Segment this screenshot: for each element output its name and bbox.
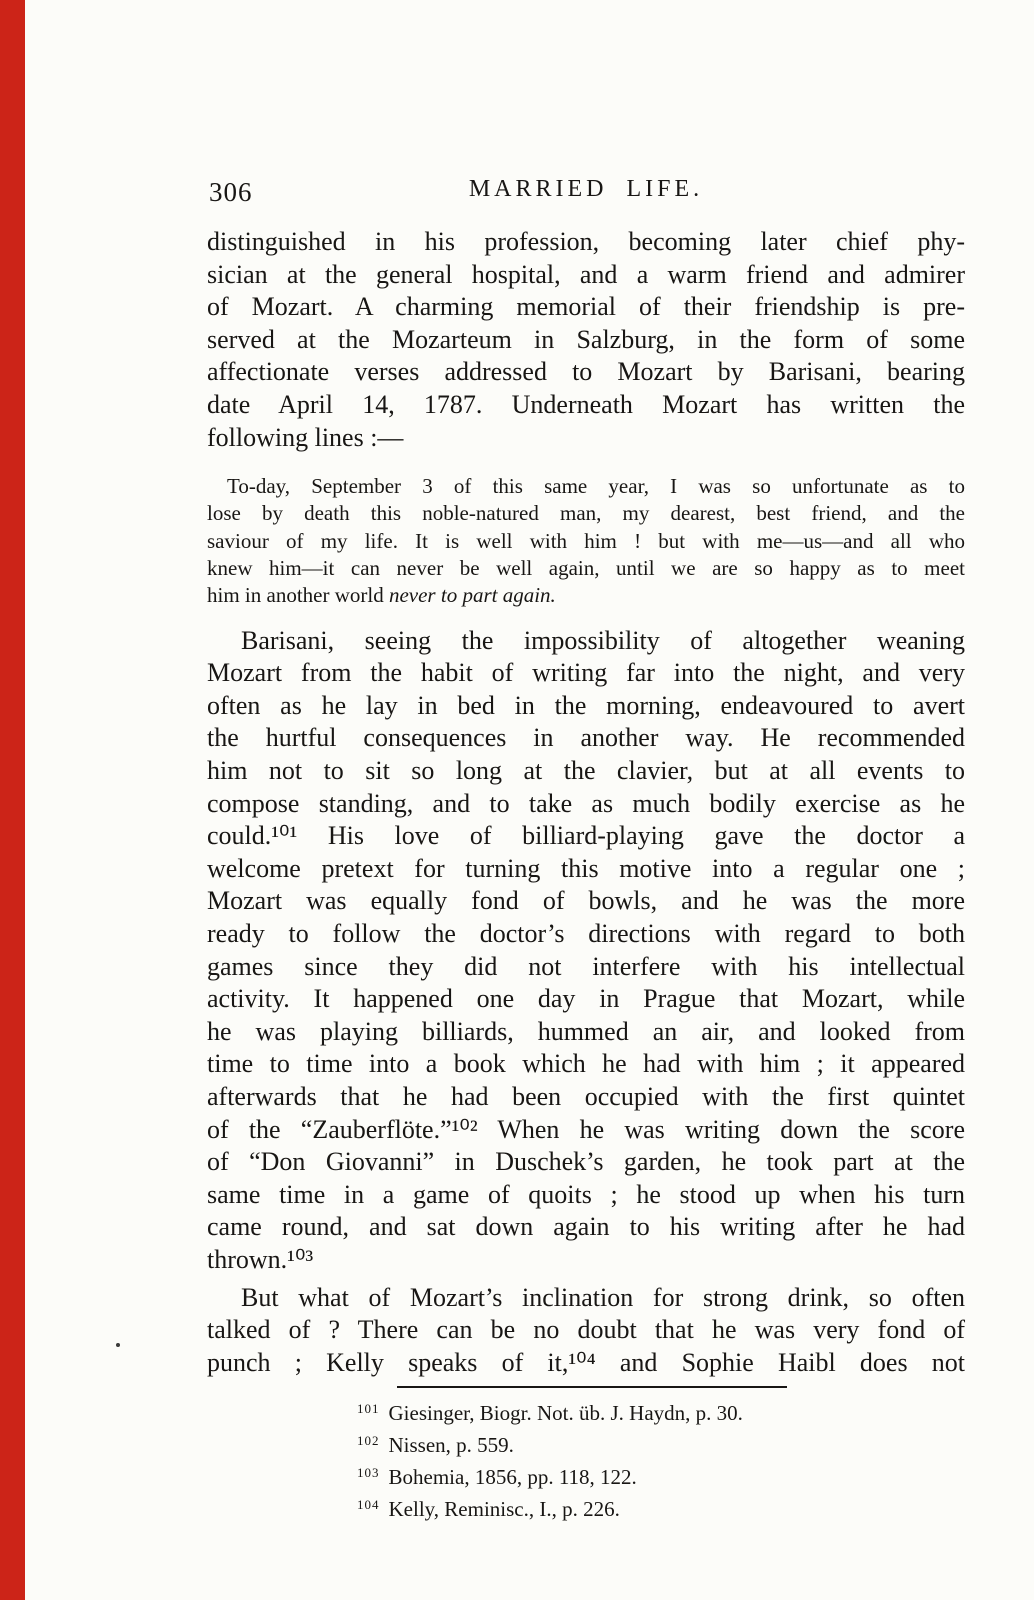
book-page xyxy=(207,176,965,1523)
text-line: of Mozart. A charming memorial of their friendship is pre- xyxy=(207,292,965,322)
text-line: served at the Mozarteum in Salzburg, in the form of some xyxy=(207,324,965,354)
text-line: came round, and sat down again to his writing after he had xyxy=(207,1212,965,1242)
footnote-marker: 102 xyxy=(357,1433,380,1449)
footnote-text: Bohemia, 1856, pp. 118, 122. xyxy=(388,1465,637,1490)
quote-line: saviour of my life. It is well with him ! but with me—us—and all who xyxy=(207,528,965,553)
text-line: compose standing, and to take as much bodily exercise as he xyxy=(207,788,965,818)
text-line: affectionate verses addressed to Mozart by Barisani, bearing xyxy=(207,357,965,387)
text-line: punch ; Kelly speaks of it,¹⁰⁴ and Sophie Haibl does not xyxy=(207,1347,965,1377)
text-line: But what of Mozart’s inclination for strong drink, so often xyxy=(241,1282,965,1312)
footnote-text: Giesinger, Biogr. Not. üb. J. Haydn, p. 30. xyxy=(388,1401,743,1426)
text-line: afterwards that he had been occupied with the first quintet xyxy=(207,1081,965,1111)
text-line: could.¹⁰¹ His love of billiard-playing gave the doctor a xyxy=(207,821,965,851)
text-line: distinguished in his profession, becoming later chief phy- xyxy=(207,227,965,256)
text-line: he was playing billiards, hummed an air, and looked from xyxy=(207,1016,965,1046)
footnote xyxy=(357,1459,965,1491)
opening-paragraph xyxy=(207,226,965,454)
drink-paragraph xyxy=(207,1282,965,1380)
text-line: him not to sit so long at the clavier, but at all events to xyxy=(207,756,965,786)
text-line: time to time into a book which he had with him ; it appeared xyxy=(207,1049,965,1079)
barisani-paragraph xyxy=(207,625,965,1277)
quote-line: To-day, September 3 of this same year, I was so unfortunate as to xyxy=(227,474,965,499)
text-line: same time in a game of quoits ; he stood up when his turn xyxy=(207,1179,965,1209)
text-line: of “Don Giovanni” in Duschek’s garden, he took part at the xyxy=(207,1147,965,1177)
quote-line xyxy=(207,582,965,609)
text-line: games since they did not interfere with his intellectual xyxy=(207,951,965,981)
text-line: thrown.¹⁰³ xyxy=(207,1244,314,1274)
footnote xyxy=(357,1427,965,1459)
footnote-marker: 103 xyxy=(357,1465,380,1481)
text-line: the hurtful consequences in another way. He recommended xyxy=(207,723,965,753)
text-line: activity. It happened one day in Prague that Mozart, while xyxy=(207,984,965,1014)
footnote-text: Kelly, Reminisc., I., p. 226. xyxy=(388,1497,620,1522)
text-line: following lines :— xyxy=(207,422,404,452)
page-number: 306 xyxy=(209,177,253,207)
quote-text: him in another world xyxy=(207,583,389,608)
quote-line: knew him—it can never be well again, until we are so happy as to meet xyxy=(207,556,965,581)
footnote-separator xyxy=(397,1386,787,1388)
quote-line: lose by death this noble-natured man, my dearest, best friend, and the xyxy=(207,501,965,526)
text-line: welcome pretext for turning this motive into a regular one ; xyxy=(207,853,965,883)
text-line: ready to follow the doctor’s directions with regard to both xyxy=(207,918,965,948)
quote-italic-text: never to part again. xyxy=(388,583,556,608)
footnote-marker: 104 xyxy=(357,1497,380,1513)
scan-speck xyxy=(116,1343,120,1347)
text-line: of the “Zauberflöte.”¹⁰² When he was writing down the score xyxy=(207,1114,965,1144)
red-margin-strip xyxy=(0,0,25,1600)
mozart-note-quote xyxy=(207,473,965,609)
text-line: talked of ? There can be no doubt that he was very fond of xyxy=(207,1315,965,1345)
text-line: sician at the general hospital, and a warm friend and admirer xyxy=(207,259,965,289)
footnote-text: Nissen, p. 559. xyxy=(388,1433,514,1458)
footnote xyxy=(357,1395,965,1427)
text-line: Barisani, seeing the impossibility of altogether weaning xyxy=(241,625,965,655)
running-head xyxy=(207,176,965,206)
footnotes xyxy=(357,1395,965,1523)
footnote xyxy=(357,1491,965,1523)
text-line: Mozart was equally fond of bowls, and he was the more xyxy=(207,886,965,916)
running-header-title: MARRIED LIFE. xyxy=(468,176,704,202)
text-line: Mozart from the habit of writing far into the night, and very xyxy=(207,658,965,688)
text-line: often as he lay in bed in the morning, endeavoured to avert xyxy=(207,690,965,720)
text-line: date April 14, 1787. Underneath Mozart has written the xyxy=(207,389,965,419)
footnote-marker: 101 xyxy=(357,1401,380,1417)
